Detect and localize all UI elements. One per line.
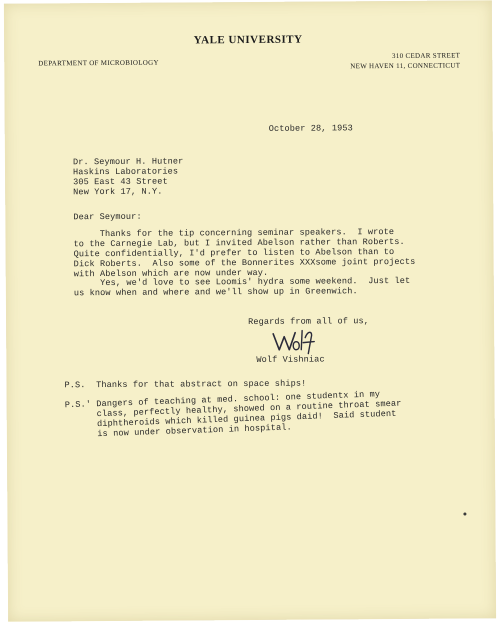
letterhead-address — [350, 51, 460, 72]
postscript-1: P.S. Thanks for that abstract on space ships! — [64, 378, 307, 391]
handwritten-signature — [270, 328, 316, 356]
university-name: YALE UNIVERSITY — [193, 33, 303, 47]
street-address: 310 CEDAR STREET — [391, 51, 461, 61]
paragraph-1: Thanks for the tip concerning seminar speakers. I wrote to the Carnegie Lab, but I invited Abelson rather than Roberts. Quite confidentially, I'd prefer to listen to Abelson than to Dick Roberts. Also some of the Bonnerites XXXsome joint projects with Abelson which are now under way. — [73, 226, 416, 280]
letter-page — [4, 0, 496, 621]
city-address: NEW HAVEN 11, CONNECTICUT — [350, 61, 461, 71]
paper-mark — [463, 512, 466, 515]
paragraph-2: Yes, we'd love to see Loomis' hydra some weekend. Just let us know when and where and we'll show up in Greenwich. — [73, 275, 411, 299]
letter-date: October 28, 1953 — [268, 123, 353, 134]
signature-name: Wolf Vishniac — [256, 354, 325, 365]
department-name: DEPARTMENT OF MICROBIOLOGY — [38, 58, 159, 68]
closing: Regards from all of us, — [248, 316, 370, 328]
inside-address: Dr. Seymour H. Hutner Haskins Laboratories 305 East 43 Street New York 17, N.Y. — [72, 156, 184, 198]
salutation: Dear Seymour: — [73, 211, 142, 223]
postscript-2: P.S.' Dangers of teaching at med. school: one studentx in my class, perfectly healthy, showed on a routine throat smear diphtheroids which killed guinea pigs daid! Said student is now under observation in hospital. — [64, 389, 402, 441]
